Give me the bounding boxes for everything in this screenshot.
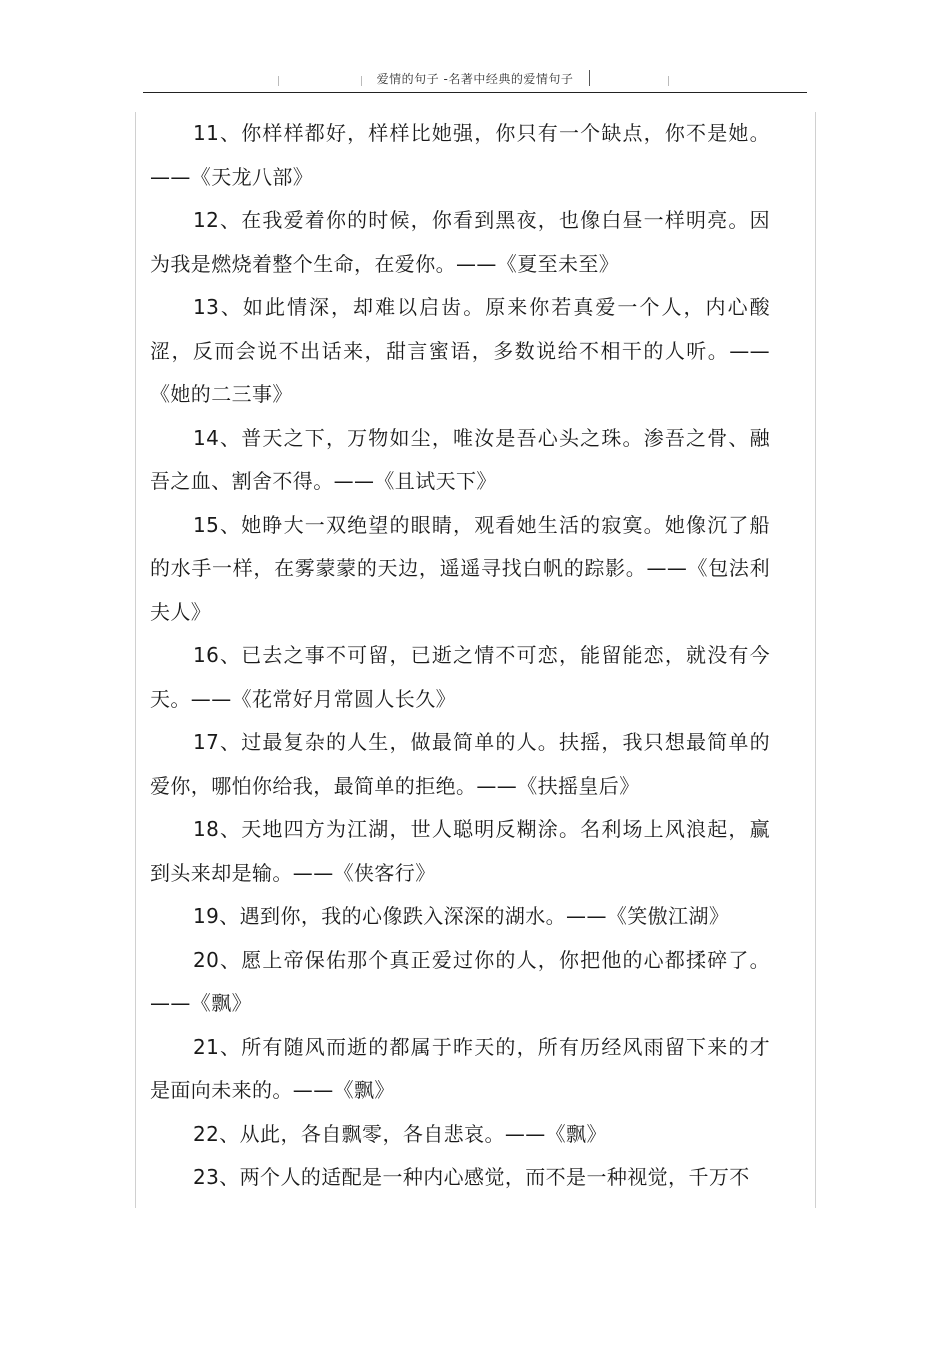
quote-paragraph: 20、愿上帝保佑那个真正爱过你的人，你把他的心都揉碎了。——《飘》	[150, 947, 770, 1015]
page-frame-right	[815, 112, 816, 1208]
quote-paragraph: 12、在我爱着你的时候，你看到黑夜，也像白昼一样明亮。因为我是燃烧着整个生命，在爱你。——《夏至未至》	[150, 208, 770, 276]
quote-paragraph: 15、她睁大一双绝望的眼睛，观看她生活的寂寞。她像沉了船的水手一样，在雾蒙蒙的天边，遥遥寻找白帆的踪影。——《包法利夫人》	[150, 512, 770, 624]
quote-paragraph: 17、过最复杂的人生，做最简单的人。扶摇，我只想最简单的爱你，哪怕你给我，最简单的拒绝。——《扶摇皇后》	[150, 730, 770, 798]
document-body	[150, 112, 770, 1208]
quote-paragraph: 18、天地四方为江湖，世人聪明反糊涂。名利场上风浪起，赢到头来却是输。——《侠客行》	[150, 817, 770, 885]
quote-paragraph: 16、已去之事不可留，已逝之情不可恋，能留能恋，就没有今天。——《花常好月常圆人长久》	[150, 643, 770, 711]
quote-paragraph: 13、如此情深，却难以启齿。原来你若真爱一个人，内心酸涩，反而会说不出话来，甜言蜜语，多数说给不相干的人听。——《她的二三事》	[150, 295, 770, 406]
page-frame-left	[135, 112, 136, 1208]
quote-paragraph: 22、从此，各自飘零，各自悲哀。——《飘》	[193, 1121, 607, 1146]
quote-paragraph: 14、普天之下，万物如尘，唯汝是吾心头之珠。渗吾之骨、融吾之血、割舍不得。——《且试天下》	[150, 425, 770, 493]
page-header	[143, 64, 807, 93]
quote-paragraph: 23、两个人的适配是一种内心感觉，而不是一种视觉，千万不	[193, 1165, 750, 1189]
quote-paragraph: 19、遇到你，我的心像跌入深深的湖水。——《笑傲江湖》	[193, 904, 730, 928]
header-title: 爱情的句子 -名著中经典的爱情句子	[376, 72, 574, 86]
quote-paragraph: 21、所有随风而逝的都属于昨天的，所有历经风雨留下来的才是面向未来的。——《飘》	[150, 1034, 770, 1102]
quote-paragraph: 11、你样样都好，样样比她强，你只有一个缺点，你不是她。——《天龙八部》	[150, 121, 770, 189]
